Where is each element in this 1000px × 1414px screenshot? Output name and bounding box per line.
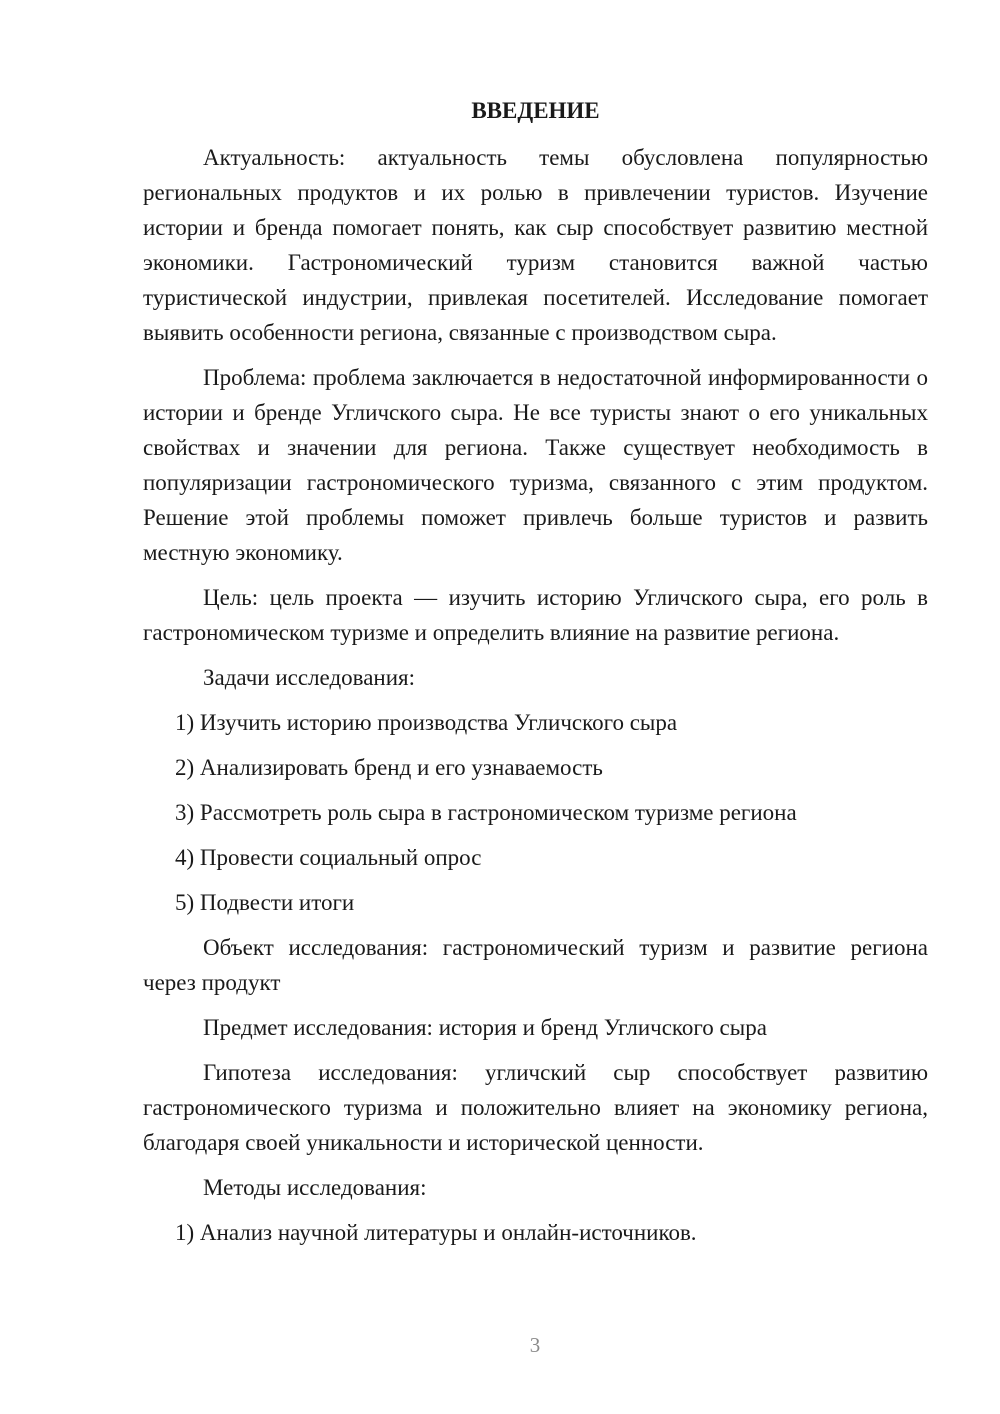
goal-paragraph: Цель: цель проекта — изучить историю Угличского сыра, его роль в гастрономическом туризме и определить влияние на развитие региона. <box>143 585 928 645</box>
methods-heading: Методы исследования: <box>203 1175 427 1200</box>
task-item-3: 3) Рассмотреть роль сыра в гастрономическом туризме региона <box>175 800 797 825</box>
method-item-1: 1) Анализ научной литературы и онлайн-источников. <box>175 1220 697 1245</box>
page-number: 3 <box>529 1333 541 1357</box>
problem-paragraph: Проблема: проблема заключается в недостаточной информированности о истории и бренде Угличского сыра. Не все туристы знают о его уникальных свойствах и значении для региона. Также существует необходимость в популяризации гастрономического туризма, связанного с этим продуктом. Решение этой проблемы поможет привлечь больше туристов и развить местную экономику. <box>143 365 928 565</box>
document-body <box>143 93 928 1260</box>
section-title: ВВЕДЕНИЕ <box>471 98 600 123</box>
relevance-paragraph: Актуальность: актуальность темы обусловлена популярностью региональных продуктов и их ролью в привлечении туристов. Изучение истории и бренда помогает понять, как сыр способствует развитию местной экономики. Гастрономический туризм становится важной частью туристической индустрии, привлекая посетителей. Исследование помогает выявить особенности региона, связанные с производством сыра. <box>143 145 928 345</box>
object-paragraph: Объект исследования: гастрономический туризм и развитие региона через продукт <box>143 935 928 995</box>
subject-paragraph: Предмет исследования: история и бренд Угличского сыра <box>203 1015 767 1040</box>
tasks-heading: Задачи исследования: <box>203 665 416 690</box>
task-item-2: 2) Анализировать бренд и его узнаваемость <box>175 755 603 780</box>
task-item-5: 5) Подвести итоги <box>175 890 355 915</box>
task-item-1: 1) Изучить историю производства Угличского сыра <box>175 710 678 735</box>
task-item-4: 4) Провести социальный опрос <box>175 845 482 870</box>
hypothesis-paragraph: Гипотеза исследования: угличский сыр способствует развитию гастрономического туризма и положительно влияет на экономику региона, благодаря своей уникальности и исторической ценности. <box>143 1060 928 1155</box>
